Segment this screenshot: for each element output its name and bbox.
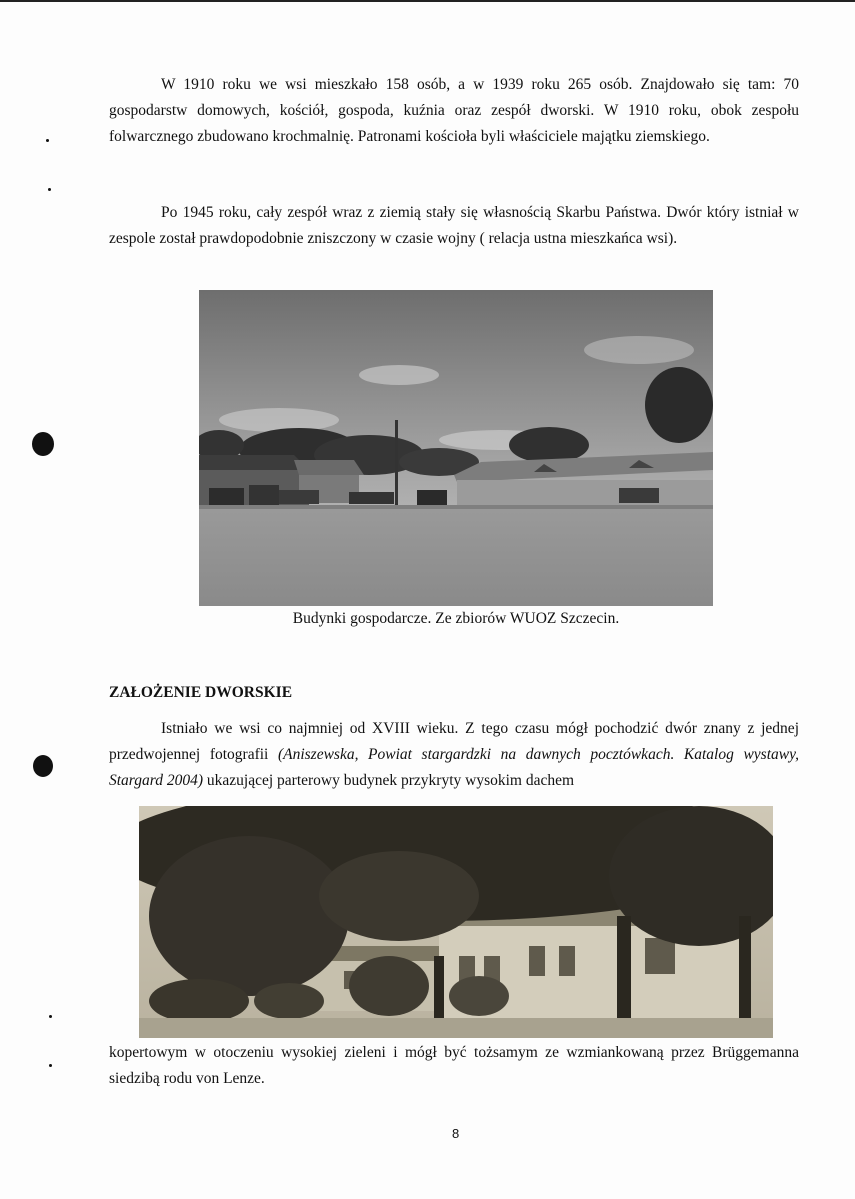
margin-mark bbox=[49, 1064, 52, 1067]
paragraph-population: W 1910 roku we wsi mieszkało 158 osób, a w 1939 roku 265 osób. Znajdowało się tam: 70 gospodarstw domowych, kościół, gospoda, kuźnia oraz zespół dworski. W 1910 roku, obok zespołu folwarcznego zbudowano krochmalnię. Patronami kościoła byli właściciele majątku ziemskiego. bbox=[109, 76, 799, 145]
paragraph-text: ukazującej parterowy budynek przykryty wysokim dachem bbox=[203, 772, 575, 789]
section-heading: ZAŁOŻENIE DWORSKIE bbox=[109, 684, 293, 701]
farm-buildings-photo bbox=[199, 290, 713, 606]
paragraph-manor-history bbox=[109, 716, 799, 794]
paragraph-text: Istniało we wsi co najmniej od XVIII wieku. Z tego czasu mógł pochodzić dwór znany z jednej przedwojennej fotografii bbox=[109, 720, 799, 763]
farm-buildings-caption: Budynki gospodarcze. Ze zbiorów WUOZ Szczecin. bbox=[292, 610, 620, 627]
paragraph-post-1945: Po 1945 roku, cały zespół wraz z ziemią stały się własnością Skarbu Państwa. Dwór który istniał w zespole został prawdopodobnie zniszczony w czasie wojny ( relacja ustna mieszkańca wsi). bbox=[109, 204, 799, 247]
paragraph-manor-continued: kopertowym w otoczeniu wysokiej zieleni i mógł być tożsamym ze wzmiankowaną przez Brüggemanna siedzibą rodu von Lenze. bbox=[109, 1044, 799, 1087]
page-number: 8 bbox=[452, 1126, 460, 1141]
manor-house-photo bbox=[139, 806, 773, 1038]
margin-mark bbox=[49, 1015, 52, 1018]
punch-hole-mark bbox=[33, 755, 53, 777]
page-top-border bbox=[0, 0, 855, 2]
margin-mark bbox=[48, 188, 51, 191]
margin-mark bbox=[46, 139, 49, 142]
citation: (Aniszewska, Powiat stargardzki na dawnych pocztówkach. Katalog wystawy, Stargard 2004) bbox=[109, 746, 799, 789]
punch-hole-mark bbox=[32, 432, 54, 456]
